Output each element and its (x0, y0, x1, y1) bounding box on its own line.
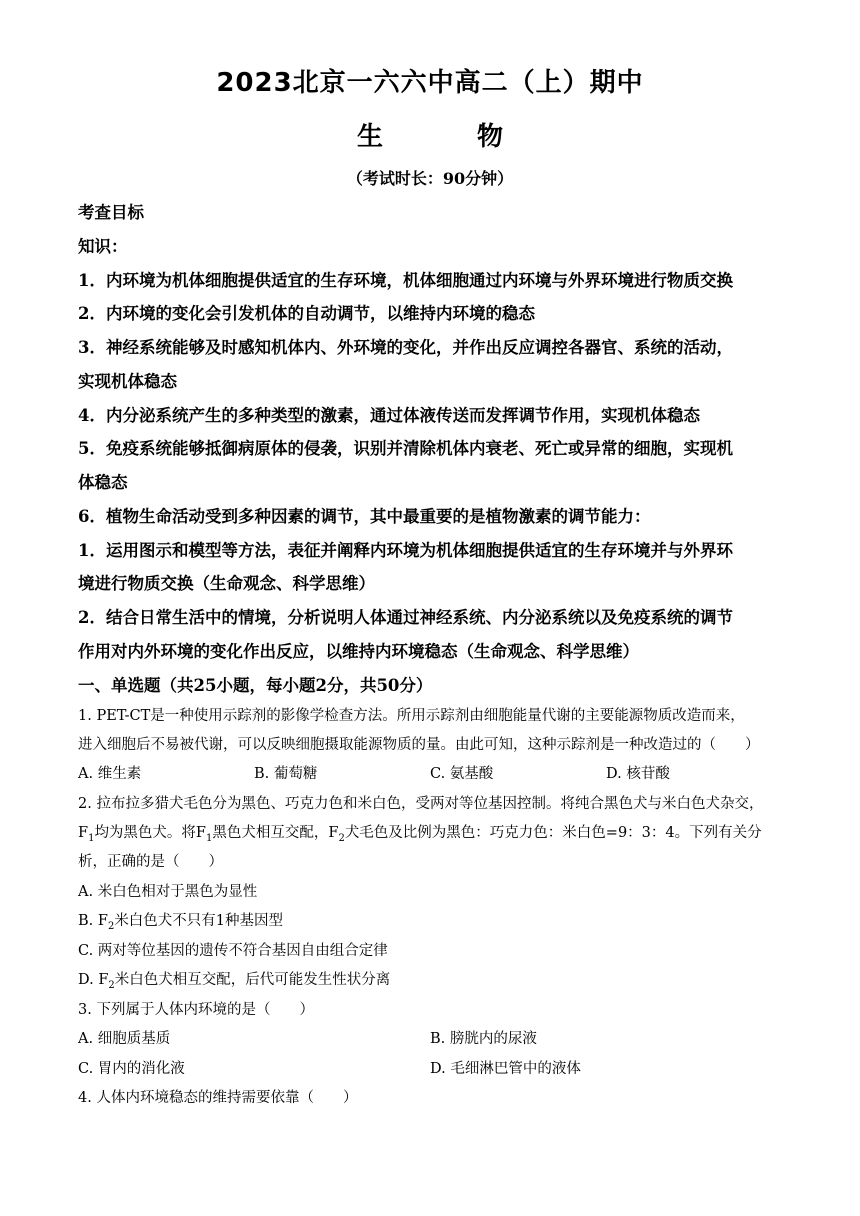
knowledge-item-4: 4．内分泌系统产生的多种类型的激素，通过体液传送而发挥调节作用，实现机体稳态 (78, 406, 700, 425)
ability-item-2: 2．结合日常生活中的情境，分析说明人体通过神经系统、内分泌系统以及免疫系统的调节 (78, 608, 733, 627)
q1-option-b: B. 葡萄糖 (254, 766, 318, 782)
knowledge-item-3-cont: 实现机体稳态 (78, 372, 177, 391)
objectives-heading: 考查目标 (78, 203, 144, 222)
q2-option-a: A. 米白色相对于黑色为显性 (78, 884, 258, 900)
q2-option-b: B. $F_2$米白色犬不只有1种基因型 (78, 913, 284, 932)
knowledge-item-3: 3．神经系统能够及时感知机体内、外环境的变化，并作出反应调控各器官、系统的活动， (78, 338, 733, 357)
q2-stem-line1: 2. 拉布拉多猎犬毛色分为黑色、巧克力色和米白色，受两对等位基因控制。将纯合黑色犬与米白色犬杂交， (78, 796, 764, 812)
ability-item-1: 1．运用图示和模型等方法，表征并阐释内环境为机体细胞提供适宜的生存环境并与外界环 (78, 541, 733, 560)
q1-option-d: D. 核苷酸 (606, 766, 670, 782)
knowledge-item-2: 2．内环境的变化会引发机体的自动调节，以维持内环境的稳态 (78, 304, 535, 323)
knowledge-item-5: 5．免疫系统能够抵御病原体的侵袭，识别并清除机体内衰老、死亡或异常的细胞，实现机 (78, 439, 733, 458)
q3-stem: 3. 下列属于人体内环境的是（ ） (78, 1002, 314, 1018)
q3-option-c: C. 胃内的消化液 (78, 1061, 185, 1077)
q1-stem-line2: 进入细胞后不易被代谢，可以反映细胞摄取能源物质的量。由此可知，这种示踪剂是一种改造过的（ ） (78, 737, 760, 753)
exam-duration: （考试时长：90分钟） (346, 169, 514, 188)
q4-stem: 4. 人体内环境稳态的维持需要依靠（ ） (78, 1090, 358, 1106)
knowledge-item-5-cont: 体稳态 (78, 473, 128, 492)
subject-title: 生 物 (356, 122, 537, 152)
q3-option-d: D. 毛细淋巴管中的液体 (430, 1061, 581, 1077)
q1-option-a: A. 维生素 (78, 766, 142, 782)
exam-title: 2023北京一六六中高二（上）期中 (216, 68, 644, 98)
q2-stem-line3: 析，正确的是（ ） (78, 854, 223, 870)
knowledge-item-1: 1．内环境为机体细胞提供适宜的生存环境，机体细胞通过内环境与外界环境进行物质交换 (78, 271, 733, 290)
q3-option-a: A. 细胞质基质 (78, 1031, 171, 1047)
q1-option-c: C. 氨基酸 (430, 766, 494, 782)
knowledge-label: 知识： (78, 237, 128, 256)
q3-option-b: B. 膀胱内的尿液 (430, 1031, 537, 1047)
q2-stem-line2: $F_1$均为黑色犬。将$F_1$黑色犬相互交配，$F_2$犬毛色及比例为黑色：巧克力色：米白色=9：3：4。下列有关分 (78, 825, 762, 844)
q2-option-d: D. $F_2$米白色犬相互交配，后代可能发生性状分离 (78, 972, 391, 991)
ability-item-2-cont: 作用对内外环境的变化作出反应，以维持内环境稳态（生命观念、科学思维） (78, 642, 639, 661)
q1-stem-line1: 1. PET-CT是一种使用示踪剂的影像学检查方法。所用示踪剂由细胞能量代谢的主要能源物质改造而来， (78, 708, 745, 724)
q2-option-c: C. 两对等位基因的遗传不符合基因自由组合定律 (78, 943, 388, 959)
knowledge-item-6: 6．植物生命活动受到多种因素的调节，其中最重要的是植物激素的调节能力： (78, 507, 651, 526)
section-heading: 一、单选题（共25小题，每小题2分，共50分） (78, 676, 433, 695)
ability-item-1-cont: 境进行物质交换（生命观念、科学思维） (78, 574, 375, 593)
